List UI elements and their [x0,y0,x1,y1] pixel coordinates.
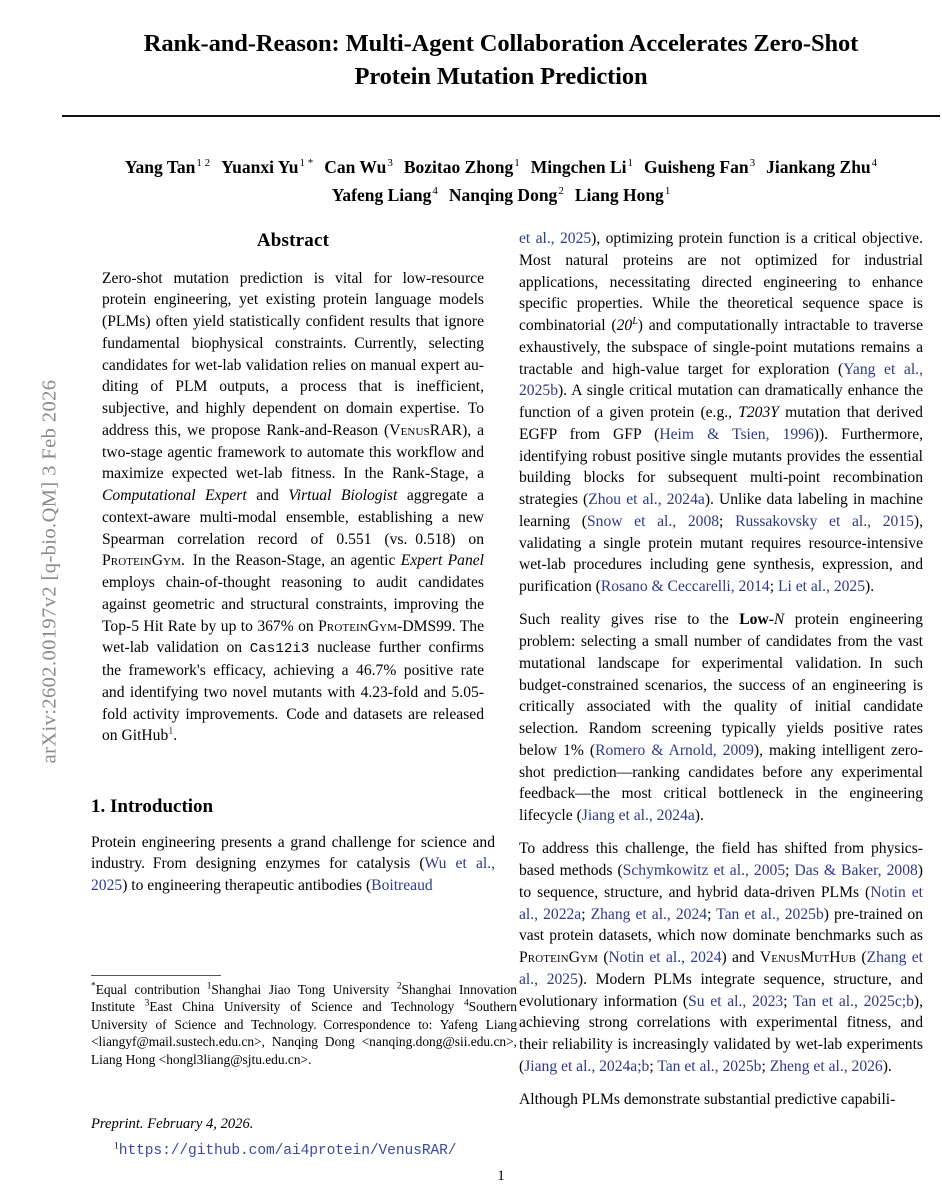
citation[interactable]: Su et al., 2023 [688,992,784,1010]
citation[interactable]: Das & Baker, 2008 [794,862,918,879]
author-entry [125,157,210,177]
github-footnote-number: 1 [114,1140,119,1152]
citation[interactable]: Zhang et al., 2025 [519,949,923,988]
citation[interactable]: Jiang et al., 2024a;b [524,1057,650,1075]
intro-paragraph-1-part-a: Protein engineering presents a grand challenge for science and industry. From designing enzymes for catalysis (Wu et al., 2025) to engineering therapeutic antibodies (Boitreaud [91,833,495,895]
author-entry [324,157,393,177]
abstract-intro-spacer [91,747,495,794]
author-affiliation-marks: 2 [558,185,564,198]
author-affiliation-marks: 1 * [299,157,314,170]
citation[interactable]: Tan et al., 2025b [657,1057,762,1075]
github-url-link[interactable]: https://github.com/ai4protein/VenusRAR/ [118,1143,457,1159]
page-title-line-1: Rank-and-Reason: Multi-Agent Collaboration Accelerates Zero-Shot [143,30,859,57]
citation[interactable]: Heim & Tsien, 1996 [659,425,814,443]
author-entry [644,157,755,177]
citation[interactable]: Rosano & Ceccarelli, 2014 [600,578,770,595]
author-list [62,153,940,209]
author-entry [449,185,564,205]
citation[interactable]: Notin et al., 2022a [519,883,923,923]
citation[interactable]: Zheng et al., 2026 [769,1057,883,1075]
citation[interactable]: Notin et al., 2024 [608,949,722,966]
author-affiliation-marks: 4 [871,157,878,170]
author-affiliation-marks: 1 [514,157,520,170]
author-affiliation-marks: 1 2 [196,157,211,170]
citation[interactable]: Wu et al., 2025 [91,855,495,895]
author-entry [531,157,633,177]
citation[interactable]: Zhang et al., 2024 [590,905,708,923]
arxiv-identifier-stamp: arXiv:2602.00197v2 [q-bio.QM] 3 Feb 2026 [38,379,61,764]
right-column [519,228,923,1111]
citation[interactable]: Schymkowitz et al., 2005 [622,862,786,879]
author-name: Mingchen Li [530,157,627,178]
github-url-footnote [114,1142,574,1159]
abstract-heading: Abstract [256,230,330,251]
page-title-line-2: Protein Mutation Prediction [354,62,648,90]
author-name: Yuanxi Yu [221,157,299,178]
author-entry [766,157,877,177]
author-name: Jiankang Zhu [766,157,871,178]
citation[interactable]: Zhou et al., 2024a [588,491,705,508]
author-affiliation-marks: 1 [664,185,671,198]
author-entry [221,157,313,177]
footnote-block [91,975,517,1068]
author-name: Nanqing Dong [448,185,558,206]
author-affiliation-marks: 3 [749,157,756,170]
paper-page [62,0,940,1200]
github-footnote-marker: 1 [168,726,174,738]
preprint-notice: Preprint. February 4, 2026. [91,1116,254,1132]
author-name: Liang Hong [574,185,664,206]
author-name: Can Wu [324,157,387,178]
author-affiliation-marks: 4 [432,185,438,198]
affiliation-footnote: *Equal contribution $^1$Shanghai Jiao Tong University $^2$Shanghai Innovation Institute $^3$East China University of Science and Technology $^4$Southern University of Science and Technology. Correspondence to: Yafeng Liang <liangyf@mail.sustech.edu.cn>, Nanqing Dong <nanqing.dong@sii.edu.cn>, Liang Hong <hongl3liang@sjtu.edu.cn>. [91,981,517,1067]
intro-paragraph-4: Although PLMs demonstrate substantial predictive capabili- [519,1091,896,1108]
section-heading-introduction: 1. Introduction [91,796,214,818]
author-entry [332,185,438,205]
citation[interactable]: Romero & Arnold, 2009 [595,741,754,759]
author-name: Yang Tan [124,157,196,178]
intro-paragraph-3: To address this challenge, the field has shifted from physics-based methods (Schymkowitz et al., 2005; Das & Baker, 2008) to sequence, structure, and hybrid data-driven PLMs (Notin et al., 2022a; Zhang et al., 2024; Tan et al., 2025b) pre-trained on vast protein datasets, which now dominate benchmarks such as ProteinGym (Notin et al., 2024) and VenusMutHub (Zhang et al., 2025). Modern PLMs integrate sequence, structure, and evolutionary information (Su et al., 2023; Tan et al., 2025c;b), achieving strong correlations with experimental fitness, and their reliability is increasingly validated by wet-lab experiments (Jiang et al., 2024a;b; Tan et al., 2025b; Zheng et al., 2026). [519,840,924,1075]
citation[interactable]: et al., 2025 [519,230,592,247]
page-title [62,0,940,93]
abstract-body [91,268,495,748]
abstract-paragraph: Zero-shot mutation prediction is vital for low-resource protein engineering, yet existing protein language models (PLMs) often yield statistically confident results that ignore fundamental biophysical constraints. Currently, selecting candidates for wet-lab validation relies on manual expert auditing of PLM outputs, a process that is inefficient, subjective, and highly dependent on domain expertise. To address this, we propose Rank-and-Reason (VenusRAR), a two-stage agentic framework to automate this workflow and maximize expected wet-lab fitness. In the Rank-Stage, a Computational Expert and Virtual Biologist aggregate a context-aware multi-modal ensemble, establishing a new Spearman correlation record of 0.551 (vs. 0.518) on ProteinGym. In the Reason-Stage, an agentic Expert Panel employs chain-of-thought reasoning to audit candidates against geometric and structural constraints, improving the Top-5 Hit Rate by up to 367% on ProteinGym-DMS99. The wet-lab validation on Cas12i3 nuclease further confirms the framework's efficacy, achieving a 46.7% positive rate and identifying two novel mutants with 4.23-fold and 5.05-fold activity improvements. Code and datasets are released on GitHub$^1$. [102,269,484,745]
footnote-divider [91,975,221,976]
author-entry [575,185,671,205]
citation[interactable]: Tan et al., 2025b [716,905,824,923]
author-entry [404,157,520,177]
author-name: Bozitao Zhong [403,157,514,178]
title-divider [62,115,940,117]
author-affiliation-marks: 1 [627,157,634,170]
citation[interactable]: Snow et al., 2008 [586,512,720,530]
left-column [91,228,495,897]
citation[interactable]: Yang et al., 2025b [519,360,923,400]
author-name: Guisheng Fan [644,157,749,178]
intro-paragraph-2: Such reality gives rise to the Low-N protein engineering problem: selecting a small number of candidates from the vast mutational landscape for experimental validation. In such budget-constrained scenarios, the success of an engineering is critically associated with the quality of initial candidate selection. Random screening typically yields positive rates below 1% (Romero & Arnold, 2009), making intelligent zero-shot prediction—ranking candidates before any experimental feedback—the most critical bottleneck in the engineering lifecycle (Jiang et al., 2024a). [519,611,923,824]
intro-paragraph-1-part-b: et al., 2025), optimizing protein function is a critical objective. Most natural proteins are not optimized for industrial applications, necessitating directed engineering to enhance specific properties. While the theoretical sequence space is combinatorial (20$^L$) and computationally intractable to traverse exhaustively, the subspace of single-point mutations remains a tractable and high-value target for exploration (Yang et al., 2025b). A single critical mutation can dramatically enhance the function of a given protein (e.g., T203Y mutation that derived EGFP from GFP (Heim & Tsien, 1996)). Furthermore, identifying robust positive single mutants provides the essential building blocks for subsequent multi-point recombination strategies (Zhou et al., 2024a). Unlike data labeling in machine learning (Snow et al., 2008; Russakovsky et al., 2015), validating a single protein mutant requires resource-intensive wet-lab procedures including gene synthesis, expression, and purification (Rosano & Ceccarelli, 2014; Li et al., 2025). [519,230,924,595]
citation[interactable]: Tan et al., 2025c;b [793,992,914,1010]
citation[interactable]: Li et al., 2025 [777,578,866,595]
page-number: 1 [497,1168,505,1184]
citation[interactable]: Boitreaud [371,877,433,895]
author-name: Yafeng Liang [331,185,432,206]
citation[interactable]: Jiang et al., 2024a [581,807,695,824]
citation[interactable]: Russakovsky et al., 2015 [735,512,914,530]
author-affiliation-marks: 3 [387,157,393,170]
